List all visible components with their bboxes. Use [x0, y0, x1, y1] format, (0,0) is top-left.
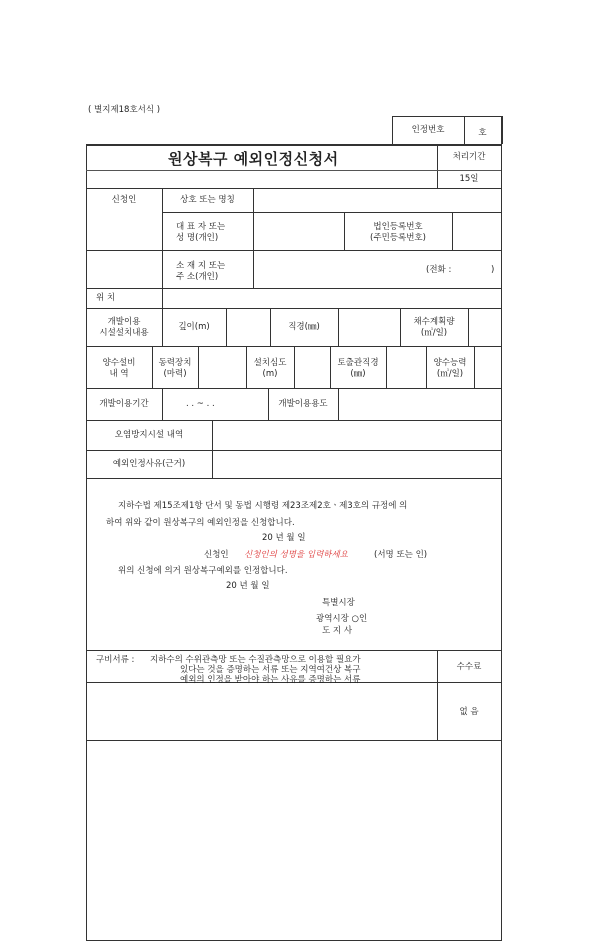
border-line: [392, 116, 501, 117]
depth-field[interactable]: [227, 309, 269, 345]
border-line: [437, 170, 501, 171]
border-line: [86, 170, 437, 171]
statement-line-2: 하여 위와 같이 원상복구의 예외인정을 신청합니다.: [106, 518, 295, 528]
use-label: 개발이용용도: [278, 399, 328, 409]
period-field[interactable]: . . ~ . .: [186, 399, 215, 409]
install-depth-label: 설치심도: [253, 358, 287, 368]
applicant-name-input[interactable]: 신청인의 성명을 입력하세요: [244, 550, 348, 560]
signature-label: 신청인: [204, 550, 229, 560]
authority-mayor: 특별시장: [322, 598, 355, 608]
power-unit: (마력): [163, 369, 187, 379]
phone-label: (전화 :: [426, 265, 452, 275]
pump-capacity-unit: (㎥/일): [436, 369, 464, 379]
cert-no-suffix: 호: [478, 128, 487, 138]
border-line: [86, 478, 502, 479]
diameter-field[interactable]: [339, 309, 399, 345]
location-label: 위 치: [96, 293, 116, 303]
rep-label-sub: 성 명(개인): [176, 233, 219, 243]
diameter-label: 직경(㎜): [288, 322, 320, 332]
applicant-label: 신청인: [111, 195, 137, 205]
facility-label-sub: 시설설치내용: [99, 328, 149, 338]
install-depth-field[interactable]: [295, 347, 329, 387]
rep-label: 대 표 자 또는: [176, 222, 226, 232]
rep-name-field[interactable]: [254, 213, 343, 249]
attachments-line-3: 예외의 인정을 받아야 하는 사유를 증명하는 서류: [180, 675, 361, 685]
location-field[interactable]: [163, 289, 500, 307]
fee-value: 없 음: [459, 707, 479, 717]
facility-label: 개발이용: [107, 317, 141, 327]
planned-volume-unit: (㎥/일): [420, 328, 448, 338]
address-field[interactable]: [254, 251, 414, 287]
power-label: 동력장치: [158, 358, 192, 368]
reg-no-field[interactable]: [453, 213, 500, 249]
pump-capacity-label: 양수능력: [433, 358, 467, 368]
pollution-field[interactable]: [213, 421, 500, 449]
fee-label: 수수료: [456, 662, 482, 672]
cert-no-label: 인정번호: [411, 125, 445, 135]
pump-label: 양수설비: [102, 358, 136, 368]
border-line: [86, 144, 502, 146]
proc-period-label: 처리기간: [452, 152, 486, 162]
border-line: [501, 144, 502, 940]
reason-label: 예외인정사유(근거): [112, 459, 186, 469]
reason-field[interactable]: [213, 451, 500, 477]
reg-no-label-sub: (주민등록번호): [370, 233, 426, 243]
period-label: 개발이용기간: [99, 399, 149, 409]
pipe-diameter-unit: (㎜): [350, 369, 366, 379]
border-line: [162, 388, 163, 420]
approval-line: 위의 신청에 의거 원상복구예외를 인정합니다.: [118, 566, 288, 576]
depth-label: 깊이(m): [178, 322, 210, 332]
authority-metro-mayor: 광역시장 ○인: [316, 614, 368, 624]
pollution-label: 오염방지시설 내역: [114, 430, 184, 440]
pipe-diameter-label: 토출관직경: [337, 358, 379, 368]
border-line: [501, 116, 503, 144]
pump-capacity-field[interactable]: [475, 347, 500, 387]
page-title: 원상복구 예외인정신청서: [168, 150, 339, 168]
attachments-line-2: 있다는 것을 증명하는 서류 또는 지역여건상 복구: [180, 665, 361, 675]
form-number-label: ( 별지제18호서식 ): [88, 105, 161, 115]
border-line: [86, 740, 502, 741]
proc-period-value: 15일: [459, 174, 479, 184]
pump-label-sub: 내 역: [109, 369, 129, 379]
reg-no-label: 법인등록번호: [373, 222, 423, 232]
authority-governor: 도 지 사: [322, 626, 353, 636]
planned-volume-label: 채수계획량: [413, 317, 455, 327]
use-field[interactable]: [339, 389, 500, 419]
planned-volume-field[interactable]: [469, 309, 500, 345]
name-label: 상호 또는 명칭: [180, 195, 235, 205]
attachments-label: 구비서류 :: [96, 655, 135, 665]
attachments-line: 지하수의 수위관측망 또는 수질관측망으로 이용할 필요가: [150, 655, 361, 665]
border-line: [86, 308, 502, 309]
application-date: 20 년 월 일: [262, 533, 306, 543]
pipe-diameter-field[interactable]: [387, 347, 425, 387]
signature-suffix: (서명 또는 인): [374, 550, 428, 560]
border-line: [86, 650, 502, 651]
statement-line: 지하수법 제15조제1항 단서 및 동법 시행령 제23조제2호ㆍ제3호의 규정에 의: [118, 501, 408, 511]
address-label: 소 재 지 또는: [176, 261, 226, 271]
install-depth-unit: (m): [262, 369, 278, 379]
power-field[interactable]: [199, 347, 245, 387]
approval-date: 20 년 월 일: [226, 581, 270, 591]
phone-field[interactable]: [462, 258, 490, 280]
name-field[interactable]: [254, 189, 500, 211]
address-label-sub: 주 소(개인): [176, 272, 219, 282]
phone-close: ): [491, 265, 495, 275]
border-line: [86, 144, 87, 940]
